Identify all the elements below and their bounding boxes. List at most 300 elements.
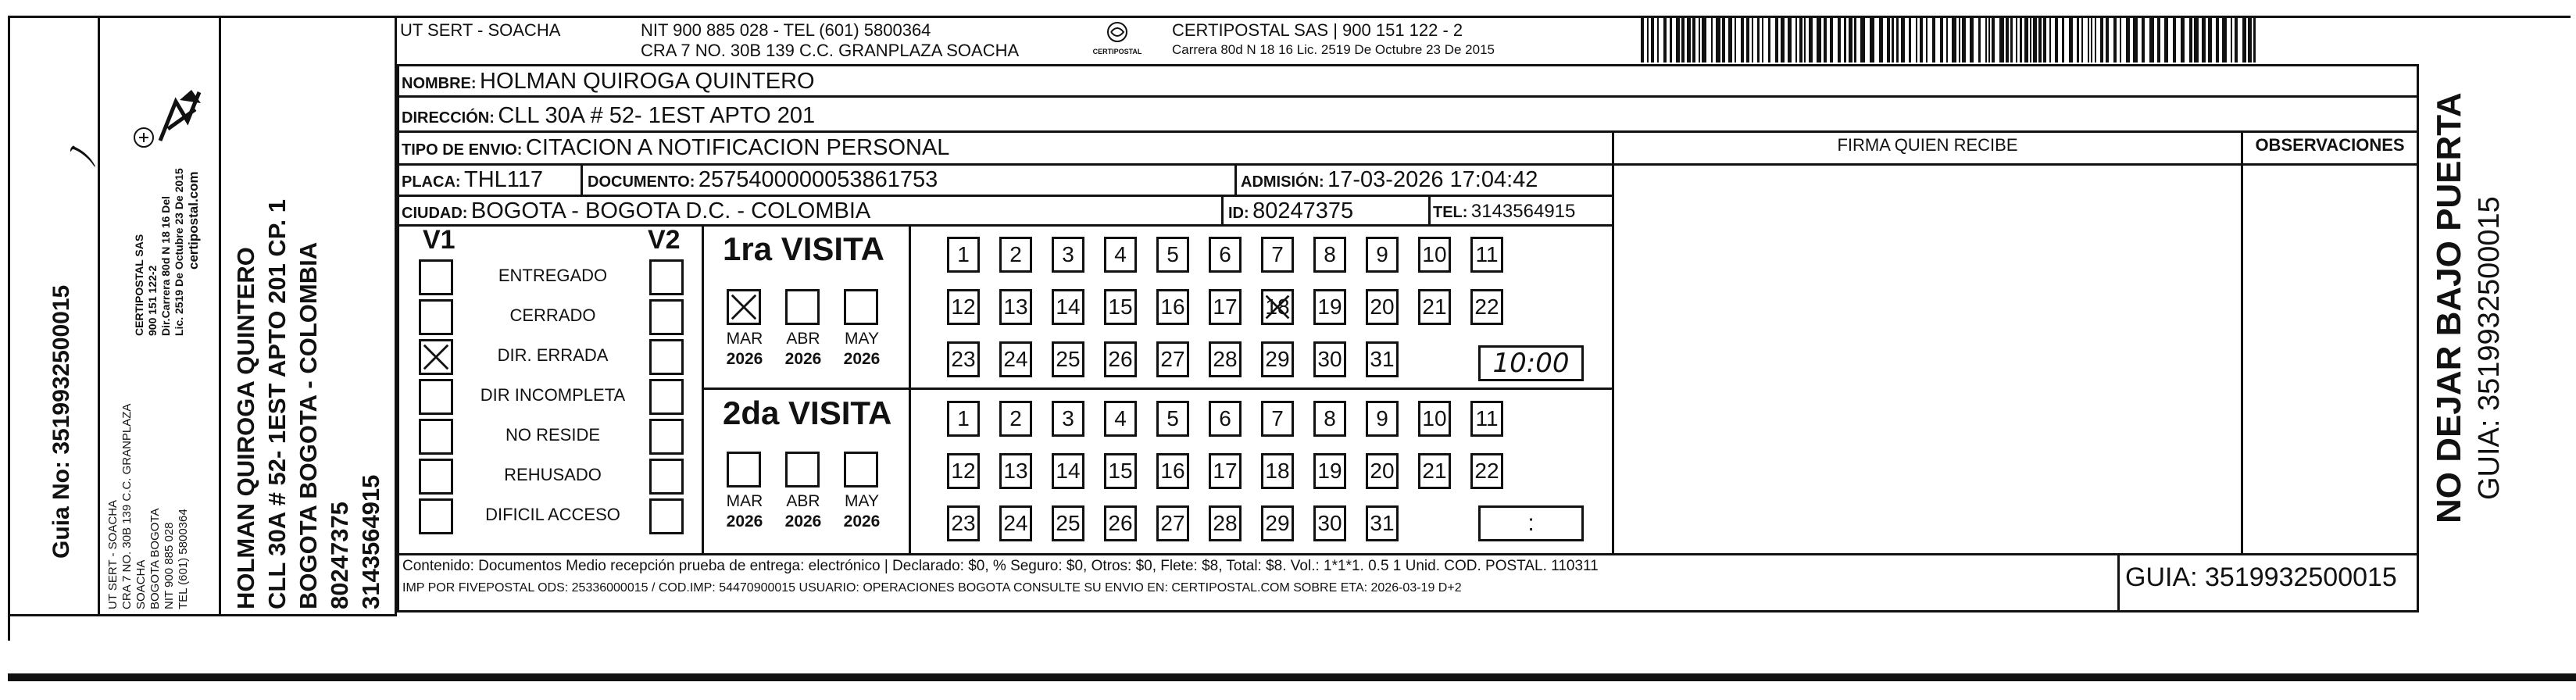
admision-label: ADMISIÓN: — [1241, 173, 1324, 191]
day-box[interactable] — [947, 341, 980, 377]
stub-sender-block — [106, 359, 191, 609]
day-label: 2 — [1009, 242, 1022, 266]
barcode-bar — [1762, 17, 1763, 62]
day-label: 5 — [1167, 242, 1179, 266]
stub-recipient-line: HOLMAN QUIROGA QUINTERO — [232, 247, 259, 609]
day-label: 6 — [1219, 406, 1231, 430]
barcode-bar — [2095, 17, 2096, 62]
status-option-label: NO RESIDE — [505, 425, 601, 445]
barcode-bar — [1999, 17, 2004, 62]
month-checkbox[interactable] — [844, 289, 878, 325]
header-certi-name: CERTIPOSTAL SAS | 900 151 122 - 2 — [1172, 20, 1463, 40]
barcode-bar — [1992, 17, 1995, 62]
barcode-bar — [1804, 17, 1806, 62]
month-checkbox[interactable] — [785, 289, 820, 325]
day-label: 22 — [1474, 295, 1499, 319]
status-option-label: DIR INCOMPLETA — [480, 385, 626, 405]
barcode-bar — [1799, 17, 1802, 62]
form-h-ciudad — [397, 224, 1613, 227]
day-box[interactable] — [1104, 289, 1137, 325]
footer-guia: GUIA: 3519932500015 — [2125, 562, 2397, 592]
certipostal-logo-text: CERTIPOSTAL — [1092, 48, 1142, 55]
day-box[interactable] — [999, 401, 1032, 437]
barcode-bar — [1768, 17, 1770, 62]
side-no-dejar: NO DEJAR BAJO PUERTA — [2430, 92, 2468, 523]
stub-sender-line: NIT 900 885 028 — [163, 522, 176, 609]
barcode-bar — [1741, 17, 1744, 62]
day-label: 12 — [951, 459, 976, 483]
day-label: 24 — [1003, 511, 1028, 535]
id-value: 80247375 — [1252, 198, 1354, 223]
day-box[interactable] — [1366, 453, 1399, 489]
tipo-label: TIPO DE ENVIO: — [402, 141, 523, 159]
placa-label: PLACA: — [402, 173, 461, 191]
stub-sender-line: TEL (601) 5800364 — [177, 509, 190, 609]
month-checkbox[interactable] — [785, 452, 820, 488]
barcode-bar — [1735, 17, 1736, 62]
ciudad-row — [402, 198, 870, 224]
day-box[interactable] — [1366, 401, 1399, 437]
day-box[interactable] — [1261, 341, 1294, 377]
form-v-tel — [1428, 195, 1431, 226]
v2-checkbox[interactable] — [649, 339, 684, 375]
stub-certi-line: CERTIPOSTAL SAS — [133, 234, 145, 336]
day-box[interactable] — [1261, 453, 1294, 489]
day-box[interactable] — [1156, 401, 1189, 437]
barcode-bar — [1657, 17, 1659, 62]
v1-checkbox[interactable] — [419, 498, 453, 534]
day-box[interactable] — [1313, 341, 1346, 377]
day-label: 17 — [1213, 295, 1238, 319]
barcode-bar — [1752, 17, 1753, 62]
day-box[interactable] — [1052, 401, 1084, 437]
stub-website: certipostal.com — [186, 171, 201, 270]
v1-checkbox[interactable] — [419, 419, 453, 455]
day-label: 18 — [1265, 459, 1290, 483]
admision-row — [1241, 167, 1538, 193]
form-h-direccion — [397, 130, 2419, 133]
day-box[interactable] — [1470, 453, 1503, 489]
barcode-bar — [2157, 17, 2160, 62]
day-box[interactable] — [1261, 237, 1294, 273]
stub-certi-line: Lic. 2519 De Octubre 23 De 2015 — [173, 168, 185, 336]
stub-certi-line: Dir.Carrera 80d N 18 16 Del — [159, 196, 172, 336]
direccion-value: CLL 30A # 52- 1EST APTO 201 — [498, 103, 816, 128]
barcode-bar — [1879, 17, 1883, 62]
day-label: 15 — [1108, 295, 1133, 319]
year-label: 2026 — [726, 512, 763, 530]
footer-contenido: Contenido: Documentos Medio recepción prueba de entrega: electrónico | Declarado: $0, % Seguro: $0, Otros: $0, Flete: $8, Total: $8. Vol.: 1*1*1. 0.5 1 Unid. COD. POSTAL. 110311 — [402, 558, 1599, 574]
day-label: 13 — [1003, 459, 1028, 483]
day-box[interactable] — [1261, 289, 1294, 325]
day-box[interactable] — [1366, 505, 1399, 541]
barcode-bar — [1909, 17, 1911, 62]
day-label: 3 — [1062, 242, 1074, 266]
barcode-bar — [2049, 17, 2051, 62]
day-box[interactable] — [1104, 453, 1137, 489]
tipo-value: CITACION A NOTIFICACION PERSONAL — [525, 135, 950, 160]
barcode-bar — [2231, 17, 2232, 62]
day-box[interactable] — [999, 237, 1032, 273]
v1-checkbox[interactable] — [419, 379, 453, 415]
day-box[interactable] — [1418, 237, 1451, 273]
stub-divider-2 — [219, 16, 221, 616]
documento-row — [588, 167, 938, 193]
barcode-bar — [2077, 17, 2079, 62]
barcode-bar — [1849, 17, 1853, 62]
month-checkbox[interactable] — [844, 452, 878, 488]
v2-checkbox[interactable] — [649, 299, 684, 335]
day-box[interactable] — [1470, 289, 1503, 325]
barcode-bar — [2030, 17, 2031, 62]
barcode-bar — [2202, 17, 2206, 62]
barcode-bar — [1788, 17, 1792, 62]
documento-value: 2575400000053861753 — [698, 167, 938, 192]
barcode-bar — [1988, 17, 1990, 62]
day-box[interactable] — [1104, 505, 1137, 541]
barcode-bar — [1838, 17, 1841, 62]
barcode-bar — [1809, 17, 1813, 62]
observaciones-label: OBSERVACIONES — [2255, 135, 2405, 155]
first-visit-time: 10:00 — [1492, 348, 1570, 379]
second-visit-time-box[interactable] — [1478, 505, 1584, 541]
day-box[interactable] — [1052, 289, 1084, 325]
barcode-bar — [2043, 17, 2046, 62]
day-box[interactable] — [1156, 289, 1189, 325]
day-box[interactable] — [1313, 289, 1346, 325]
barcode-bar — [1722, 17, 1725, 62]
day-box[interactable] — [947, 237, 980, 273]
day-box[interactable] — [947, 453, 980, 489]
id-row — [1228, 198, 1353, 224]
day-box[interactable] — [1209, 289, 1242, 325]
day-box[interactable] — [1470, 401, 1503, 437]
day-label: 27 — [1160, 511, 1185, 535]
day-box[interactable] — [1418, 289, 1451, 325]
stub-certi-line: 900 151 122-2 — [146, 265, 159, 336]
checkmark-x-icon — [1263, 291, 1292, 323]
day-label: 9 — [1376, 406, 1388, 430]
stub-divider-1 — [98, 16, 100, 616]
barcode-bar — [1746, 17, 1749, 62]
day-box[interactable] — [947, 289, 980, 325]
checkmark-x-icon — [421, 341, 451, 373]
stub-sender-line: BOGOTA BOGOTA — [148, 508, 162, 609]
barcode-bar — [2024, 17, 2028, 62]
nombre-value: HOLMAN QUIROGA QUINTERO — [480, 69, 815, 94]
day-label: 25 — [1056, 347, 1081, 371]
barcode-bar — [1817, 17, 1821, 62]
header-address: CRA 7 NO. 30B 139 C.C. GRANPLAZA SOACHA — [641, 41, 1020, 60]
day-label: 5 — [1167, 406, 1179, 430]
stub-sender-line: UT SERT - SOACHA — [106, 499, 120, 609]
day-label: 10 — [1422, 242, 1447, 266]
barcode-bar — [2242, 17, 2246, 62]
day-label: 21 — [1422, 295, 1447, 319]
year-label: 2026 — [843, 512, 881, 530]
checkmark-x-icon — [729, 291, 759, 323]
day-box[interactable] — [1052, 237, 1084, 273]
day-box[interactable] — [947, 505, 980, 541]
barcode-bar — [1844, 17, 1846, 62]
placa-value: THL117 — [464, 167, 544, 192]
barcode-bar — [2216, 17, 2219, 62]
barcode-bar — [2126, 17, 2130, 62]
barcode-bar — [1916, 17, 1917, 62]
stub-certipostal-logo-icon — [131, 125, 156, 150]
stub-recipient-line: CLL 30A # 52- 1EST APTO 201 CP. 1 — [263, 199, 291, 609]
day-label: 1 — [957, 242, 970, 266]
ciudad-value: BOGOTA - BOGOTA D.C. - COLOMBIA — [470, 198, 871, 223]
form-v-footer-guia — [2117, 553, 2120, 612]
stub-recipient-line: 80247375 — [326, 502, 353, 609]
day-box[interactable] — [999, 289, 1032, 325]
v2-checkbox[interactable] — [649, 419, 684, 455]
barcode-bar — [1959, 17, 1960, 62]
certipostal-logo-icon — [1104, 20, 1131, 44]
status-option-label: CERRADO — [509, 305, 596, 325]
barcode-bar — [2106, 17, 2109, 62]
header-nit: NIT 900 885 028 - TEL (601) 5800364 — [641, 20, 931, 40]
barcode-bar — [1896, 17, 1899, 62]
barcode-bar — [2235, 17, 2238, 62]
year-label: 2026 — [784, 512, 822, 530]
day-box[interactable] — [999, 505, 1032, 541]
barcode-bar — [1830, 17, 1833, 62]
form-v-obs — [2241, 130, 2243, 555]
header-company: UT SERT - SOACHA — [400, 20, 561, 40]
form-v-documento — [581, 163, 583, 197]
day-box[interactable] — [1366, 289, 1399, 325]
day-label: 8 — [1324, 242, 1336, 266]
documento-label: DOCUMENTO: — [588, 173, 695, 191]
day-box[interactable] — [1104, 401, 1137, 437]
barcode-bar — [1926, 17, 1928, 62]
day-label: 14 — [1056, 459, 1081, 483]
barcode-bar — [1946, 17, 1948, 62]
nombre-label: NOMBRE: — [402, 75, 477, 92]
day-label: 14 — [1056, 295, 1081, 319]
second-visit-time: : — [1527, 510, 1535, 536]
form-h-placa — [397, 195, 1613, 197]
day-label: 10 — [1422, 406, 1447, 430]
barcode-bar — [1676, 17, 1680, 62]
day-box[interactable] — [1418, 401, 1451, 437]
nombre-row — [402, 69, 815, 95]
stub-recipient-line: BOGOTA BOGOTA - COLOMBIA — [295, 241, 322, 609]
barcode-bar — [2069, 17, 2073, 62]
certipostal-logo — [1090, 20, 1145, 59]
day-box[interactable] — [1313, 505, 1346, 541]
day-label: 9 — [1376, 242, 1388, 266]
barcode-bar — [2033, 17, 2037, 62]
barcode-bar — [1985, 17, 1987, 62]
v1-checkbox[interactable] — [419, 459, 453, 495]
barcode-bar — [1795, 17, 1797, 62]
day-box[interactable] — [1313, 401, 1346, 437]
v2-checkbox[interactable] — [649, 259, 684, 295]
day-label: 27 — [1160, 347, 1185, 371]
day-box[interactable] — [1156, 505, 1189, 541]
day-label: 3 — [1062, 406, 1074, 430]
day-label: 2 — [1009, 406, 1022, 430]
status-option-label: ENTREGADO — [498, 266, 608, 285]
id-label: ID: — [1228, 205, 1249, 222]
barcode-bar — [2253, 17, 2256, 62]
day-label: 4 — [1114, 242, 1127, 266]
stub-recipient-block — [230, 199, 387, 609]
month-label: ABR — [786, 492, 820, 510]
barcode-bar — [1681, 17, 1685, 62]
barcode-bar — [2016, 17, 2017, 62]
day-box[interactable] — [1156, 453, 1189, 489]
day-box[interactable] — [1052, 341, 1084, 377]
v1-checkbox[interactable] — [419, 339, 453, 375]
day-label: 30 — [1317, 511, 1342, 535]
month-label: MAY — [845, 330, 879, 348]
day-box[interactable] — [999, 341, 1032, 377]
barcode-bar — [2006, 17, 2009, 62]
header-certi-address: Carrera 80d N 18 16 Lic. 2519 De Octubre 23 De 2015 — [1172, 42, 1495, 57]
barcode-bar — [1716, 17, 1720, 62]
day-box[interactable] — [1313, 237, 1346, 273]
direccion-row — [402, 103, 815, 129]
day-label: 20 — [1370, 459, 1395, 483]
day-box[interactable] — [1104, 237, 1137, 273]
status-option-label: DIR. ERRADA — [497, 345, 609, 365]
day-label: 7 — [1271, 406, 1284, 430]
v2-checkbox[interactable] — [649, 459, 684, 495]
month-label: MAR — [726, 492, 763, 510]
day-label: 16 — [1160, 459, 1185, 483]
barcode-bar — [1687, 17, 1691, 62]
barcode-bar — [2010, 17, 2013, 62]
day-box[interactable] — [1261, 401, 1294, 437]
barcode-bar — [1711, 17, 1713, 62]
year-label: 2026 — [784, 350, 822, 368]
status-option-label: REHUSADO — [504, 465, 602, 484]
month-checkbox[interactable] — [727, 452, 761, 488]
day-box[interactable] — [1366, 341, 1399, 377]
barcode-bar — [2222, 17, 2227, 62]
month-label: ABR — [786, 330, 820, 348]
barcode-bar — [1854, 17, 1856, 62]
barcode-bar — [1940, 17, 1943, 62]
month-checkbox[interactable] — [727, 289, 761, 325]
v1-checkbox[interactable] — [419, 299, 453, 335]
day-box[interactable] — [1209, 453, 1242, 489]
month-label: MAR — [726, 330, 763, 348]
barcode-bar — [1920, 17, 1923, 62]
day-label: 12 — [951, 295, 976, 319]
barcode-bar — [2142, 17, 2145, 62]
barcode-bar — [2133, 17, 2138, 62]
v2-checkbox[interactable] — [649, 379, 684, 415]
tel-row — [1433, 201, 1575, 223]
day-box[interactable] — [1366, 237, 1399, 273]
day-box[interactable] — [1052, 453, 1084, 489]
day-box[interactable] — [1156, 237, 1189, 273]
barcode-bar — [1651, 17, 1654, 62]
barcode-bar — [2208, 17, 2212, 62]
stub-handwritten-mark: ノ — [63, 138, 103, 172]
form-h-visit-split — [702, 388, 1613, 390]
day-box[interactable] — [1209, 401, 1242, 437]
day-box[interactable] — [1261, 505, 1294, 541]
day-box[interactable] — [1313, 453, 1346, 489]
barcode-bar — [2173, 17, 2176, 62]
barcode-bar — [1978, 17, 1981, 62]
barcode-bar — [1781, 17, 1785, 62]
day-label: 25 — [1056, 511, 1081, 535]
day-label: 28 — [1213, 511, 1238, 535]
day-box[interactable] — [1209, 341, 1242, 377]
side-guia: GUIA: 3519932500015 — [2473, 196, 2506, 500]
barcode-bar — [1670, 17, 1672, 62]
day-box[interactable] — [999, 453, 1032, 489]
sheet-left-border — [8, 16, 10, 641]
ciudad-label: CIUDAD: — [402, 205, 468, 222]
day-box[interactable] — [1418, 453, 1451, 489]
barcode-bar — [2088, 17, 2089, 62]
v1-checkbox[interactable] — [419, 259, 453, 295]
barcode-bar — [1647, 17, 1649, 62]
day-label: 18 — [1265, 295, 1290, 319]
footer-imp: IMP POR FIVEPOSTAL ODS: 25336000015 / COD.IMP: 54470900015 USUARIO: OPERACIONES BOGOTA CONSULTE SU ENVIO EN: CERTIPOSTAL.COM SOBRE ETA: 2026-03-19 D+2 — [402, 581, 1462, 595]
day-box[interactable] — [1052, 505, 1084, 541]
barcode-bar — [2149, 17, 2154, 62]
v2-label: V2 — [648, 225, 681, 255]
day-box[interactable] — [1470, 237, 1503, 273]
day-label: 20 — [1370, 295, 1395, 319]
day-label: 21 — [1422, 459, 1447, 483]
barcode-bar — [1641, 17, 1644, 62]
day-label: 29 — [1265, 347, 1290, 371]
barcode-bar — [2062, 17, 2064, 62]
barcode-bar — [1870, 17, 1874, 62]
barcode-bar — [1970, 17, 1974, 62]
admision-value: 17-03-2026 17:04:42 — [1327, 167, 1538, 192]
day-label: 19 — [1317, 295, 1342, 319]
first-visit-time-box[interactable] — [1478, 345, 1584, 381]
barcode-bar — [1932, 17, 1935, 62]
barcode-bar — [2248, 17, 2252, 62]
month-label: MAY — [845, 492, 879, 510]
day-box[interactable] — [1209, 505, 1242, 541]
placa-row — [402, 167, 543, 193]
v2-checkbox[interactable] — [649, 498, 684, 534]
barcode-bar — [1824, 17, 1827, 62]
barcode-bar — [1887, 17, 1890, 62]
day-box[interactable] — [1209, 237, 1242, 273]
barcode-bar — [1692, 17, 1695, 62]
day-box[interactable] — [1156, 341, 1189, 377]
day-label: 23 — [951, 347, 976, 371]
barcode-bar — [2100, 17, 2103, 62]
barcode-bar — [2020, 17, 2022, 62]
day-label: 22 — [1474, 459, 1499, 483]
barcode-bar — [2120, 17, 2121, 62]
barcode-bar — [2164, 17, 2168, 62]
tipo-row — [402, 135, 949, 161]
day-box[interactable] — [1104, 341, 1137, 377]
day-label: 30 — [1317, 347, 1342, 371]
day-box[interactable] — [947, 401, 980, 437]
sheet-bottom-line — [8, 673, 2576, 681]
barcode-bar — [2091, 17, 2092, 62]
barcode-bar — [1702, 17, 1706, 62]
barcode-bar — [1663, 17, 1667, 62]
